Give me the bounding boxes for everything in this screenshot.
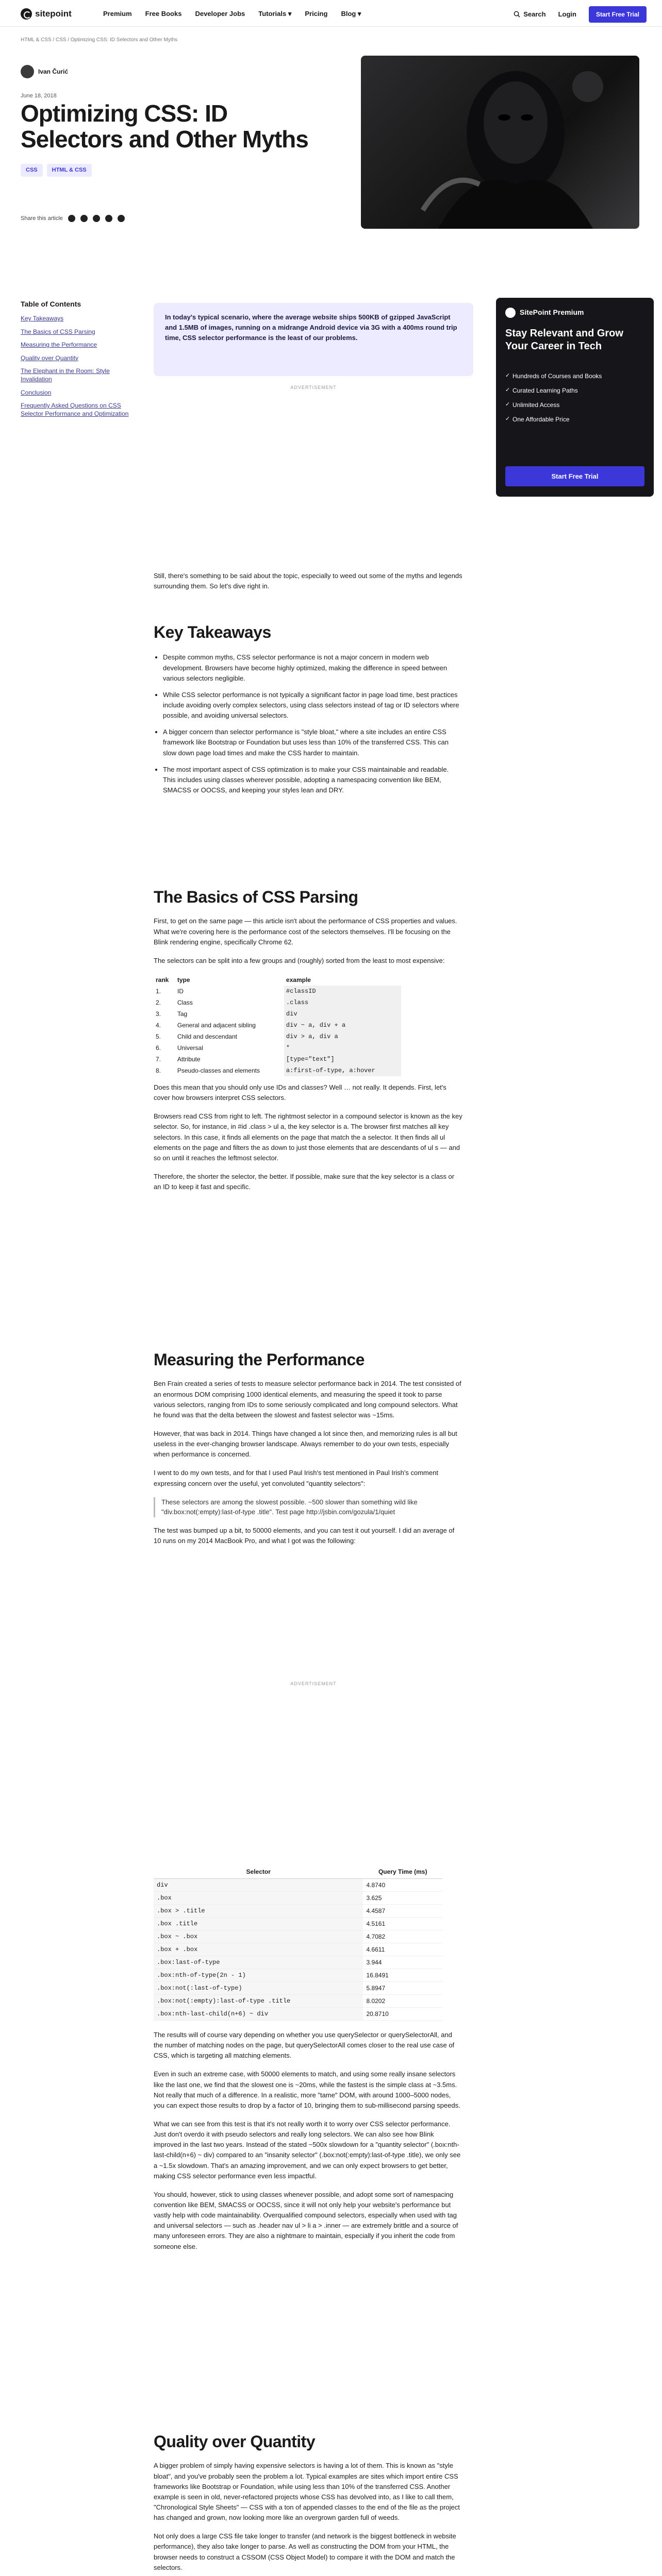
selector-example: * [284, 1042, 401, 1054]
rank-cell: 5. [156, 1032, 161, 1040]
type-cell: Attribute [177, 1055, 201, 1063]
measuring-paragraph: I went to do my own tests, and for that I used Paul Irish's test mentioned in Paul Irish's comment expressing concern over the useful, yet convoluted "quantity selectors": [154, 1469, 438, 1487]
type-cell: Tag [177, 1010, 188, 1018]
type-cell: General and adjacent sibling [177, 1021, 256, 1029]
quality-paragraph: A bigger problem of simply having expensive selectors is having a lot of them. This is known as "style bloat", and you've probably seen the problem a lot. Typical examples are sites which import entire CSS frameworks like Bootstrap or Foundation, while using less than 10% of the transferred CSS. Another example is seen in old, never-refactored projects whose CSS has devolved into, as I like to call them, "Chronological Style Sheets" — CSS with a ton of appended classes to the end of the file as the project has changed and grown, now looking more like an overgrown garden full of weeds. [154, 2462, 460, 2522]
measuring-paragraph: Even in such an extreme case, with 50000 elements to match, and using some really insane selectors like the last one, we find that the slowest one is ~20ms, while the fastest is the simple class at ~3.5ms. Not really that much of a difference. In a realistic, more "tame" DOM, with around 1000–5000 nodes, you can expect those results to drop by a factor of 10, bringing them to sub-millisecond parsing speeds. [154, 2070, 460, 2109]
top-navigation-bar [0, 0, 662, 27]
selector-example: .class [284, 997, 401, 1008]
premium-feature: ✓ Curated Learning Paths [505, 386, 644, 395]
type-cell: ID [177, 987, 184, 995]
query-time-cell: 4.5161 [363, 1918, 442, 1930]
query-time-cell: 3.625 [363, 1892, 442, 1905]
nav-blog[interactable]: Blog ▾ [341, 10, 361, 18]
tag-html-css[interactable]: HTML & CSS [47, 164, 92, 177]
table-row [154, 1943, 442, 1956]
type-cell: Universal [177, 1044, 203, 1052]
selector-rank-table [154, 974, 401, 1076]
toc-item[interactable]: The Basics of CSS Parsing [21, 328, 95, 335]
table-header: Query Time (ms) [363, 1865, 442, 1879]
table-row [154, 1020, 401, 1031]
table-row [154, 1042, 401, 1054]
intro-section [154, 571, 463, 600]
query-time-cell: 4.6611 [363, 1943, 442, 1956]
table-row [154, 1930, 442, 1943]
premium-feature: ✓ One Affordable Price [505, 415, 644, 424]
takeaway-item: • The most important aspect of CSS optimization is to make your CSS maintainable and readable. This includes using classes wherever possible, adopting a namespacing convention like BEM, SMACSS or OOCSS, and keeping your styles lean and DRY. [163, 765, 463, 795]
key-takeaways-list [154, 652, 463, 795]
ad-label: ADVERTISEMENT [290, 1681, 337, 1686]
quote-block: These selectors are among the slowest possible. ~500 slower than something wild like "div.box:not(:empty):last-of-type .title". Test page http://jsbin.com/gozula/1/quiet [154, 1497, 463, 1517]
table-header: rank [156, 976, 169, 984]
premium-feature: ✓ Hundreds of Courses and Books [505, 371, 644, 381]
takeaway-item: • A bigger concern than selector performance is "style bloat," where a site includes an entire CSS framework like Bootstrap or Foundation but uses less than 10% of the transferred CSS. This can slow down page load times and make the CSS harder to maintain. [163, 727, 463, 758]
author-byline[interactable] [21, 65, 68, 78]
share-bar [21, 214, 125, 223]
measuring-paragraph: You should, however, stick to using classes whenever possible, and adopt some sort of namespacing convention like BEM, SMACSS or OOCSS, since it will not only help your website's performance but vastly help with code maintainability. Overqualified compound selectors, especially when used with tag and universal selectors — such as .header nav ul > li a > .inner — are extremely brittle and a source of many unforeseen errors. They are also a nightmare to maintain, especially if you inherit the code from someone else. [154, 2190, 458, 2250]
table-row [154, 2008, 442, 2021]
nav-developer-jobs[interactable]: Developer Jobs [195, 10, 245, 18]
intro-paragraph: Still, there's something to be said about the topic, especially to weed out some of the myths and legends surrounding them. So let's dive right in. [154, 572, 462, 590]
table-row [154, 1054, 401, 1065]
rank-cell: 7. [156, 1055, 161, 1063]
table-row [154, 1969, 442, 1982]
header-actions [514, 6, 647, 23]
table-row [154, 1008, 401, 1020]
query-time-cell: 4.7082 [363, 1930, 442, 1943]
search-label: Search [523, 10, 546, 18]
reddit-icon[interactable] [93, 215, 100, 222]
rank-cell: 6. [156, 1044, 161, 1052]
type-cell: Child and descendant [177, 1032, 237, 1040]
nav-premium[interactable]: Premium [103, 10, 132, 18]
table-row [154, 1892, 442, 1905]
toc-item[interactable]: The Elephant in the Room: Style Invalidation [21, 367, 110, 383]
logo-text: sitepoint [35, 9, 72, 19]
type-cell: Pseudo-classes and elements [177, 1066, 260, 1074]
main-nav [103, 9, 361, 19]
toc-item[interactable]: Frequently Asked Questions on CSS Selector Performance and Optimization [21, 402, 129, 417]
premium-feature: ✓ Unlimited Access [505, 400, 644, 410]
rank-cell: 1. [156, 987, 161, 995]
query-time-cell: 8.0202 [363, 1995, 442, 2008]
masked-figure-illustration [361, 56, 639, 229]
measuring-section [154, 1350, 463, 1554]
selector-cell: .box > .title [154, 1905, 363, 1918]
search-button[interactable] [514, 9, 545, 20]
basics-paragraph: Browsers read CSS from right to left. The rightmost selector in a compound selector is known as the key selector. So, for instance, in #id .class > ul a, the key selector is a. The browser first matches all key selectors. In this case, it finds all elements on the page that match the a selector. It then finds all ul elements on the page and filters the as down to just those elements that are descendants of ul s — and so on until it reaches the leftmost selector. [154, 1112, 462, 1162]
intro-callout: In today's typical scenario, where the average website ships 500KB of gzipped JavaScript and 1.5MB of images, running on a midrange Android device via 3G with a 400ms round trip time, CSS selector performance is the least of our problems. [154, 303, 473, 376]
nav-tutorials[interactable]: Tutorials ▾ [258, 10, 292, 18]
key-takeaways-section [154, 622, 463, 802]
measuring-heading: Measuring the Performance [154, 1350, 365, 1369]
performance-results [154, 1865, 463, 2260]
table-header: type [177, 976, 190, 984]
toc-item[interactable]: Conclusion [21, 388, 52, 396]
query-time-rows [154, 1879, 442, 2021]
table-row [154, 997, 401, 1008]
key-takeaways-heading: Key Takeaways [154, 623, 271, 641]
login-button[interactable]: Login [558, 10, 576, 18]
ad-label: ADVERTISEMENT [290, 385, 337, 390]
premium-promo-card [496, 298, 654, 497]
nav-free-books[interactable]: Free Books [145, 10, 182, 18]
measuring-paragraph: What we can see from this test is that it's not really worth it to worry over CSS selector performance. Just don't overdo it with pseudo selectors and really long selectors. We can also see how Blink improved in the last two years. Instead of the stated ~500x slowdown for a "quantity selector" (.box:nth-last-child(n+6) ~ div) compared to an "insanity selector" (.box:not(:empty):last-of-type .title), we only see a ~1.5x slowdown. That's an amazing improvement, and we can only expect browsers to get better, making CSS selector performance even less impactful. [154, 2120, 461, 2180]
selector-cell: .box:not(:last-of-type) [154, 1982, 363, 1995]
toc-item[interactable]: Quality over Quantity [21, 354, 79, 362]
hero-image [361, 56, 639, 229]
premium-start-trial-button[interactable]: Start Free Trial [505, 466, 644, 487]
selector-cell: .box .title [154, 1918, 363, 1930]
selector-cell: .box ~ .box [154, 1930, 363, 1943]
query-time-cell: 5.8947 [363, 1982, 442, 1995]
email-icon[interactable] [118, 215, 125, 222]
author-name: Ivan Čurić [38, 68, 69, 75]
nav-pricing[interactable]: Pricing [305, 10, 328, 18]
rank-cell: 2. [156, 998, 161, 1006]
premium-features [505, 371, 644, 424]
basics-heading: The Basics of CSS Parsing [154, 888, 358, 906]
x-twitter-icon[interactable] [80, 215, 88, 222]
table-row [154, 1905, 442, 1918]
publish-date: June 18, 2018 [21, 93, 57, 99]
selector-cell: .box:nth-of-type(2n - 1) [154, 1969, 363, 1982]
table-row [154, 1995, 442, 2008]
table-of-contents [21, 299, 139, 423]
selector-example: div [284, 1008, 401, 1020]
toc-heading: Table of Contents [21, 300, 81, 308]
quality-paragraph: Not only does a large CSS file take longer to transfer (and network is the biggest bottleneck in website performance), they also take longer to parse. As well as constructing the DOM from your HTML, the browser needs to construct a CSSOM (CSS Object Model) to compare it with the DOM and match the selectors. [154, 2532, 456, 2571]
sitepoint-logo[interactable] [21, 7, 72, 21]
selector-cell: .box [154, 1892, 363, 1905]
tag-css[interactable]: CSS [21, 164, 43, 177]
measuring-paragraph: However, that was back in 2014. Things have changed a lot since then, and memorizing rules is all but useless in the ever-changing browser landscape. Always remember to do your own tests, especially when performance is concerned. [154, 1429, 457, 1459]
selector-example: a:first-of-type, a:hover [284, 1065, 401, 1076]
selector-example: #classID [284, 986, 401, 997]
type-cell: Class [177, 998, 193, 1006]
basics-paragraph: The selectors can be split into a few groups and (roughly) sorted from the least to most expensive: [154, 956, 445, 964]
selector-cell: .box:nth-last-child(n+6) ~ div [154, 2008, 363, 2021]
start-free-trial-button[interactable]: Start Free Trial [589, 6, 647, 23]
quality-section [154, 2432, 463, 2576]
logo-icon [21, 8, 32, 20]
rank-cell: 4. [156, 1021, 161, 1029]
table-row [154, 1031, 401, 1042]
page-title: Optimizing CSS: ID Selectors and Other Myths [21, 100, 308, 152]
basics-paragraph: First, to get on the same page — this article isn't about the performance of CSS properties and values. What we're covering here is the performance cost of the selectors themselves. I'll be focusing on the Blink rendering engine, specifically Chrome 62. [154, 917, 457, 946]
measuring-paragraph: Ben Frain created a series of tests to measure selector performance back in 2014. The test consisted of an enormous DOM comprising 1000 identical elements, and measuring the speed it took to parse various selectors, ranging from IDs to some seriously complicated and long compound selectors. What he found was that the delta between the slowest and fastest selector was ~15ms. [154, 1380, 461, 1419]
table-row [154, 986, 401, 997]
rank-cell: 3. [156, 1010, 161, 1018]
selector-cell: .box:last-of-type [154, 1956, 363, 1969]
share-label: Share this article [21, 215, 63, 222]
table-row [154, 1879, 442, 1892]
basics-paragraph: Therefore, the shorter the selector, the better. If possible, make sure that the key selector is a class or an ID to keep it fast and specific. [154, 1172, 455, 1191]
linkedin-icon[interactable] [105, 215, 112, 222]
query-time-table [154, 1865, 442, 2021]
query-time-cell: 16.8491 [363, 1969, 442, 1982]
query-time-cell: 20.8710 [363, 2008, 442, 2021]
quality-heading: Quality over Quantity [154, 2432, 316, 2451]
premium-headline: Stay Relevant and Grow Your Career in Tech [505, 328, 623, 352]
query-time-cell: 4.8740 [363, 1879, 442, 1892]
table-row [154, 1982, 442, 1995]
basics-paragraph: Does this mean that you should only use IDs and classes? Well … not really. It depends. First, let's cover how browsers interpret CSS selectors. [154, 1083, 446, 1102]
query-time-cell: 3.944 [363, 1956, 442, 1969]
selector-example: div > a, div a [284, 1031, 401, 1042]
takeaway-item: • Despite common myths, CSS selector performance is not a major concern in modern web development. Browsers have become highly optimized, making the difference in speed between various selectors negligible. [163, 652, 463, 683]
selector-rank-rows [154, 986, 401, 1076]
selector-cell: .box:not(:empty):last-of-type .title [154, 1995, 363, 2008]
table-header: Selector [154, 1865, 363, 1879]
facebook-icon[interactable] [68, 215, 75, 222]
author-avatar [21, 65, 34, 78]
selector-cell: .box + .box [154, 1943, 363, 1956]
takeaway-item: • While CSS selector performance is not typically a significant factor in page load time, best practices include avoiding overly complex selectors, using class selectors instead of tag or ID selectors where possible, and avoiding universal selectors. [163, 690, 463, 721]
breadcrumb[interactable]: HTML & CSS / CSS / Optimizing CSS: ID Selectors and Other Myths [21, 37, 178, 43]
table-header: example [286, 976, 311, 984]
selector-cell: div [154, 1879, 363, 1892]
query-time-cell: 4.4587 [363, 1905, 442, 1918]
premium-brand-name: SitePoint Premium [520, 308, 584, 316]
selector-example: [type="text"] [284, 1054, 401, 1065]
basics-section [154, 887, 463, 1200]
measuring-paragraph: The test was bumped up a bit, to 50000 elements, and you can test it out yourself. I did an average of 10 runs on my 2014 MacBook Pro, and what I got was the following: [154, 1526, 455, 1545]
toc-item[interactable]: Measuring the Performance [21, 341, 97, 349]
table-row [154, 1065, 401, 1076]
table-row [154, 1918, 442, 1930]
search-icon [514, 11, 520, 18]
article-tags [21, 164, 92, 177]
selector-example: div ~ a, div + a [284, 1020, 401, 1031]
toc-item[interactable]: Key Takeaways [21, 315, 64, 322]
measuring-paragraph: The results will of course vary depending on whether you use querySelector or querySelectorAll, and the number of matching nodes on the page, but querySelectorAll comes closer to the real use case of CSS, which is targeting all matching elements. [154, 2031, 455, 2060]
rank-cell: 8. [156, 1066, 161, 1074]
premium-brand [505, 307, 644, 318]
table-row [154, 1956, 442, 1969]
sitepoint-logo-icon [505, 308, 516, 318]
